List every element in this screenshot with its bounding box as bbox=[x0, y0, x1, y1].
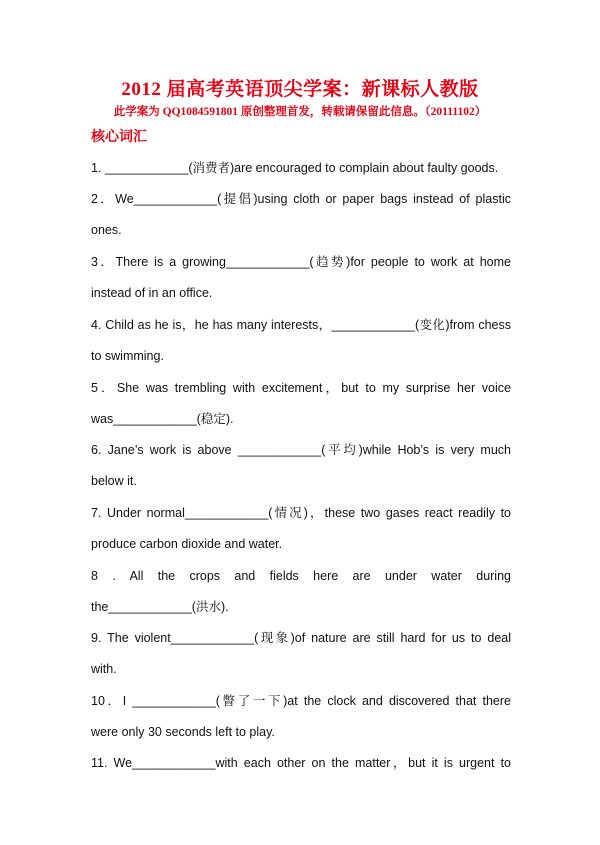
exercise-9: 9. The violent____________(现象)of nature are still hard for us to deal bbox=[91, 631, 511, 645]
exercise-10: 10．I ____________(瞥了一下)at the clock and discovered that there bbox=[91, 694, 511, 708]
copyright-notice: 此学案为 QQ1084591801 原创整理首发，转载请保留此信息。（20111102） bbox=[113, 106, 487, 118]
exercise-4: 4. Child as he is，he has many interests，____________(变化)from chess bbox=[91, 318, 511, 332]
exercise-1: 1. ____________(消费者)are encouraged to complain about faulty goods. bbox=[91, 161, 499, 175]
exercise-3: 3．There is a growing____________(趋势)for people to work at home bbox=[91, 255, 511, 269]
exercise-6: 6. Jane’s work is above ____________(平均)while Hob’s is very much bbox=[91, 443, 511, 457]
exercise-3-cont: instead of in an office. bbox=[91, 286, 213, 300]
exercise-2: 2．We____________(提倡)using cloth or paper bags instead of plastic bbox=[91, 192, 511, 206]
exercise-7-cont: produce carbon dioxide and water. bbox=[91, 537, 283, 551]
exercise-4-cont: to swimming. bbox=[91, 349, 164, 363]
exercise-7: 7. Under normal____________(情况)，these two gases react readily to bbox=[91, 506, 511, 520]
section-heading: 核心词汇 bbox=[91, 129, 147, 145]
exercise-9-cont: with. bbox=[91, 662, 117, 676]
exercise-10-cont: were only 30 seconds left to play. bbox=[91, 725, 275, 739]
exercise-5-cont: was____________(稳定). bbox=[91, 412, 234, 426]
exercise-6-cont: below it. bbox=[91, 474, 137, 488]
exercise-11: 11. We____________with each other on the matter，but it is urgent to bbox=[91, 756, 511, 770]
exercise-8-cont: the____________(洪水). bbox=[91, 600, 229, 614]
exercise-2-cont: ones. bbox=[91, 223, 122, 237]
exercise-8: 8 . All the crops and fields here are under water during bbox=[91, 569, 511, 583]
page-title: 2012 届高考英语顶尖学案：新课标人教版 bbox=[121, 79, 479, 100]
exercise-5: 5．She was trembling with excitement，but to my surprise her voice bbox=[91, 381, 511, 395]
